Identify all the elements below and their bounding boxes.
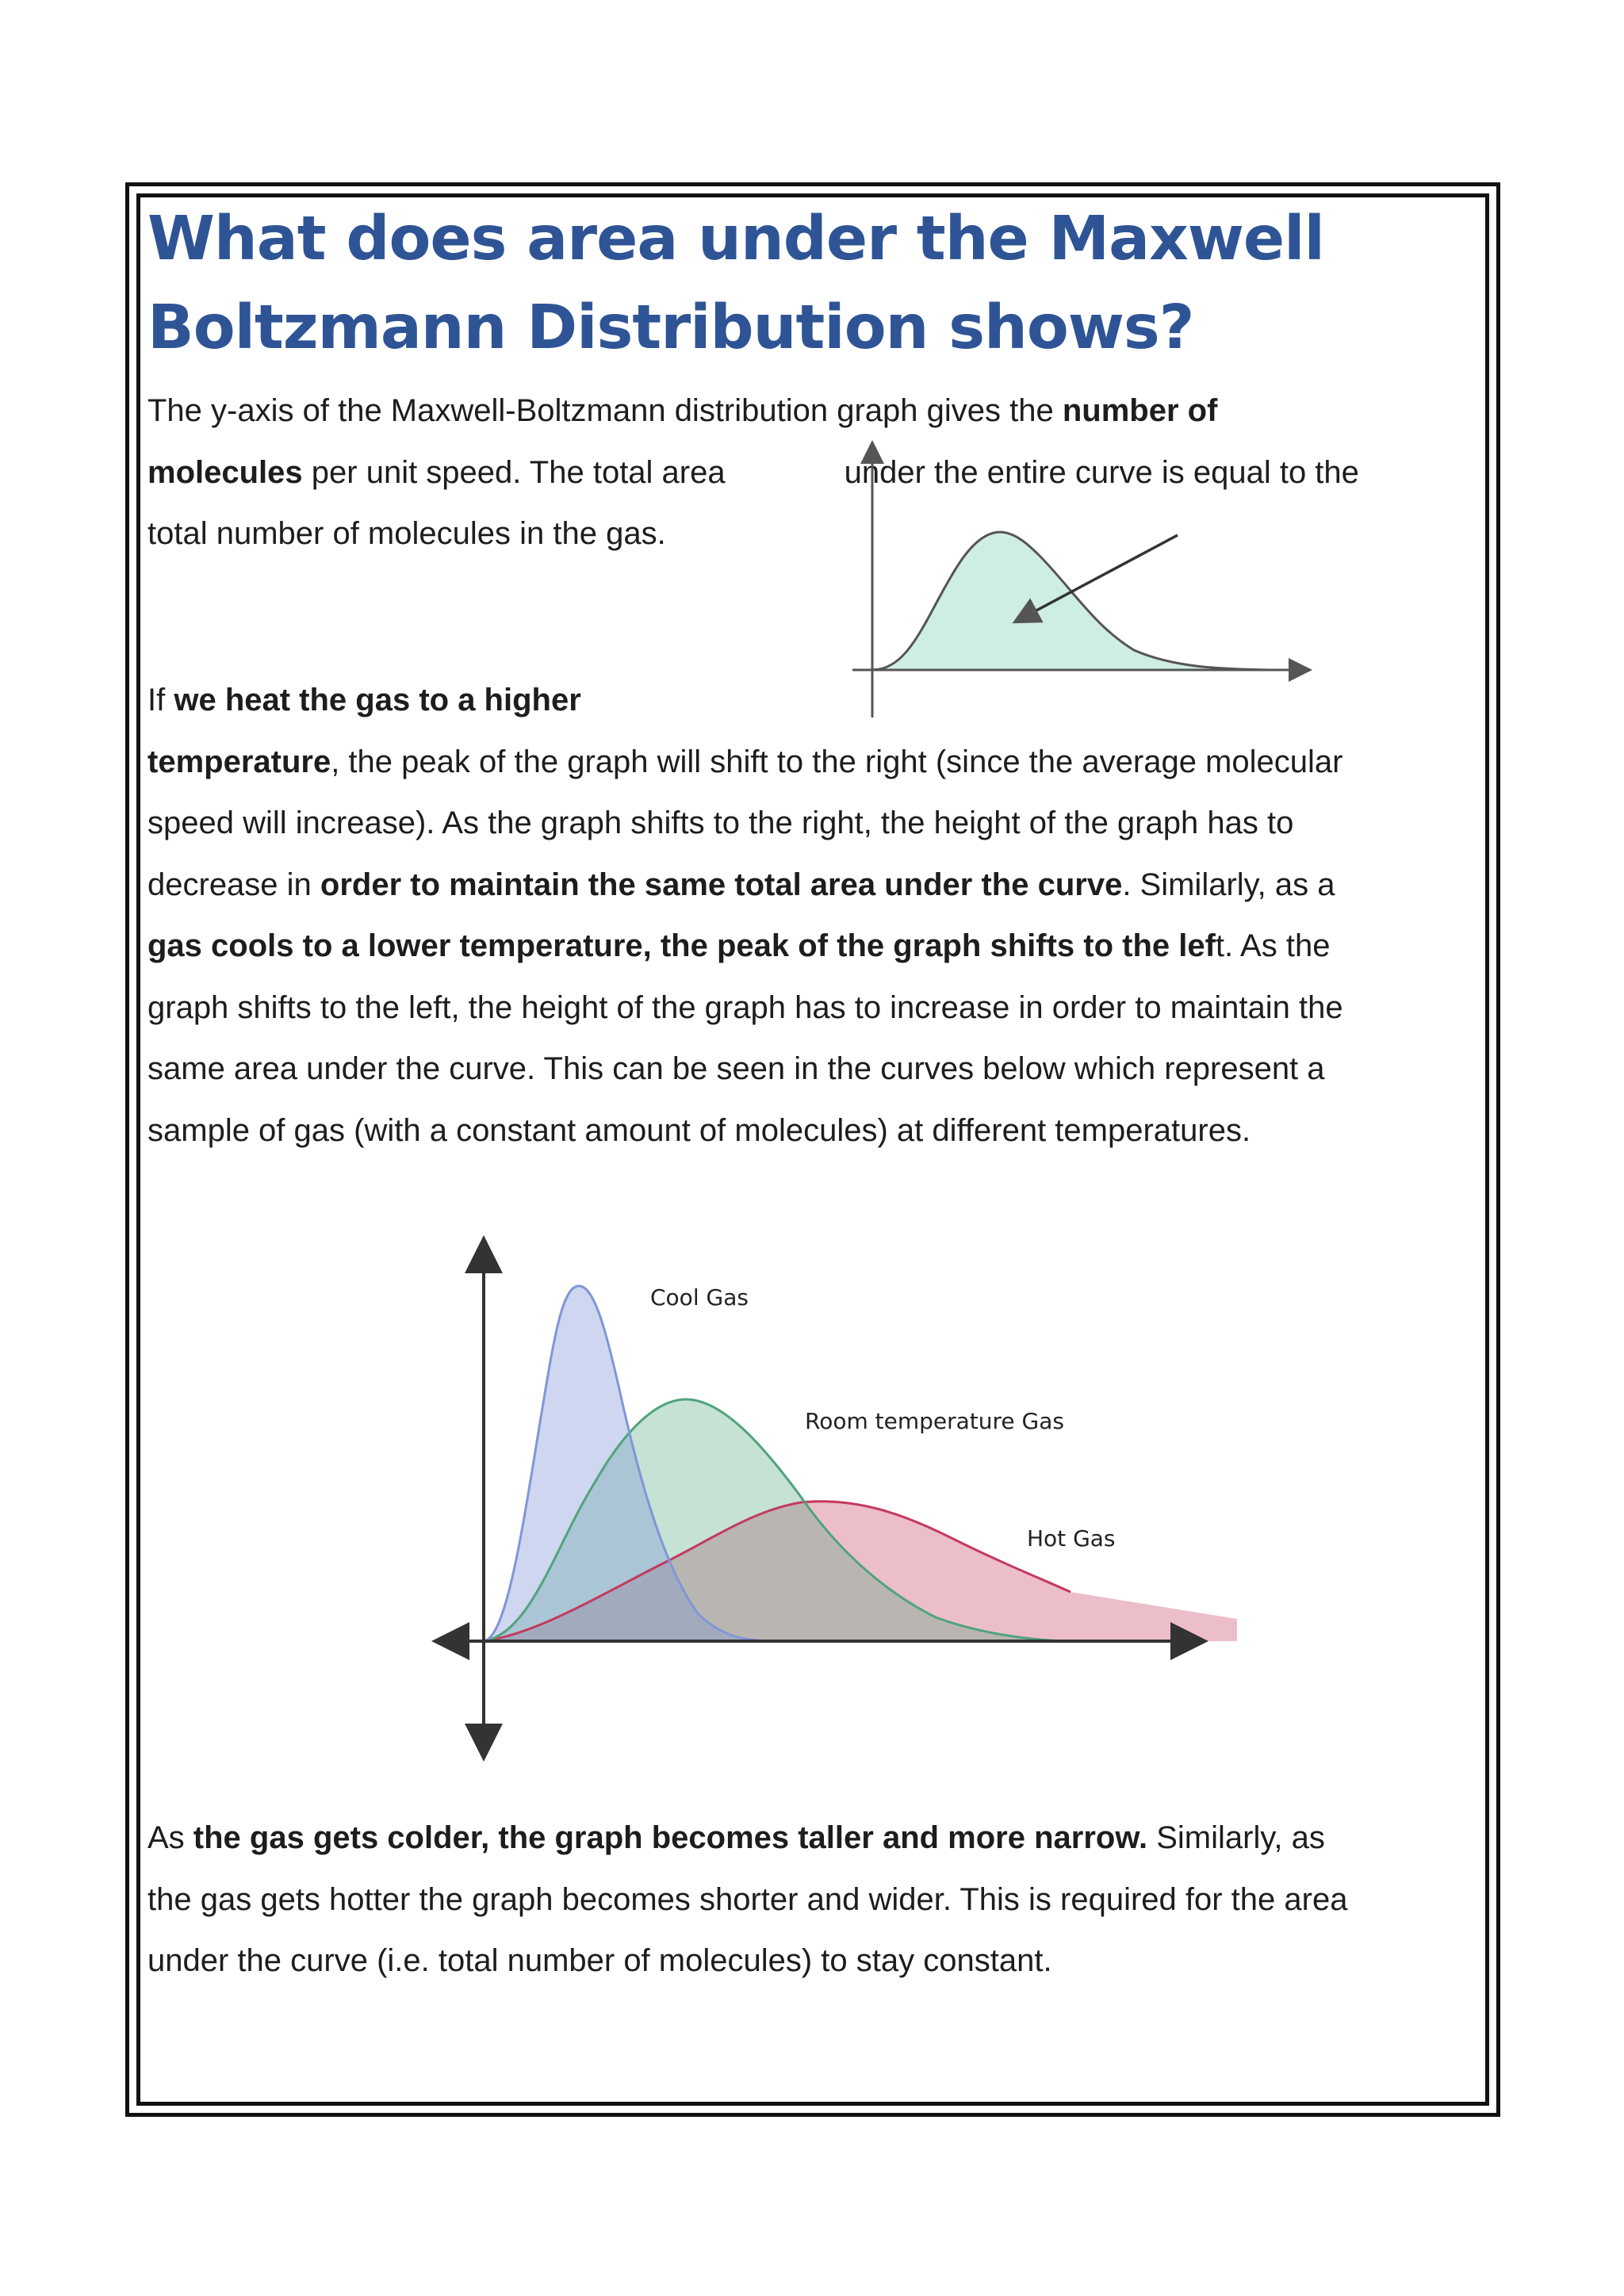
paragraph-3: [147, 1808, 1347, 1992]
p2-line-8: sample of gas (with a constant amount of molecules) at different temperatures.: [147, 1112, 1251, 1148]
p1-l2-text: per unit speed. The total area: [302, 454, 726, 490]
page-title: [147, 195, 1456, 373]
p2-l5-bold: gas cools to a lower temperature, the peak of the graph shifts to the lef: [147, 928, 1216, 963]
p2-line-7: same area under the curve. This can be seen in the curves below which represent a: [147, 1051, 1325, 1086]
p2-line-5: [147, 916, 1343, 978]
title-line-1: What does area under the Maxwell: [147, 204, 1324, 274]
p2-line-1: [147, 670, 1343, 732]
p3-line-1: [147, 1808, 1347, 1869]
p2-l1-bold: we heat the gas to a higher: [174, 683, 581, 718]
p2-l4-bold: order to maintain the same total area under the curve: [320, 867, 1123, 902]
p3-l1-text: As: [147, 1820, 193, 1855]
p2-l2-text: , the peak of the graph will shift to the right (since the average molecular: [331, 744, 1343, 779]
p1-l1-bold: number of: [1062, 393, 1218, 428]
p3-line-2: the gas gets hotter the graph becomes shorter and wider. This is required for the area: [147, 1881, 1348, 1917]
p2-l4-text: decrease in: [147, 867, 320, 902]
p1-l2-bold: molecules: [147, 454, 303, 490]
label-room-gas: Room temperature Gas: [805, 1408, 1064, 1434]
p2-line-3: speed will increase). As the graph shifts to the right, the height of the graph has to: [147, 806, 1294, 840]
p2-l1-text: If: [147, 683, 174, 718]
p3-l1-bold: the gas gets colder, the graph becomes taller and more narrow.: [193, 1820, 1148, 1855]
label-cool-gas: Cool Gas: [650, 1284, 749, 1311]
paragraph-2: [147, 670, 1343, 1161]
p1-line-3: total number of molecules in the gas.: [147, 516, 666, 551]
p1-l2-text-right: under the entire curve is equal to the: [844, 454, 1359, 490]
p1-l1-text: The y-axis of the Maxwell-Boltzmann distribution graph gives the: [147, 393, 1063, 428]
p2-line-4: [147, 855, 1343, 916]
temperature-distribution-graph: [444, 1245, 1245, 1752]
p1-line-1: [147, 381, 1346, 442]
p2-line-6: graph shifts to the left, the height of the graph has to increase in order to maintain the: [147, 989, 1343, 1025]
p3-line-3: under the curve (i.e. total number of molecules) to stay constant.: [147, 1943, 1052, 1978]
p2-l2-bold: temperature: [147, 744, 331, 779]
title-line-2: Boltzmann Distribution shows?: [147, 293, 1194, 363]
p2-line-2: [147, 732, 1343, 794]
p2-l4-text-end: . Similarly, as a: [1122, 867, 1335, 902]
p2-l5-text: t. As the: [1215, 928, 1331, 963]
p3-l1-text-end: Similarly, as: [1147, 1820, 1325, 1855]
small-curve-area: [872, 532, 1269, 670]
label-hot-gas: Hot Gas: [1027, 1525, 1116, 1552]
